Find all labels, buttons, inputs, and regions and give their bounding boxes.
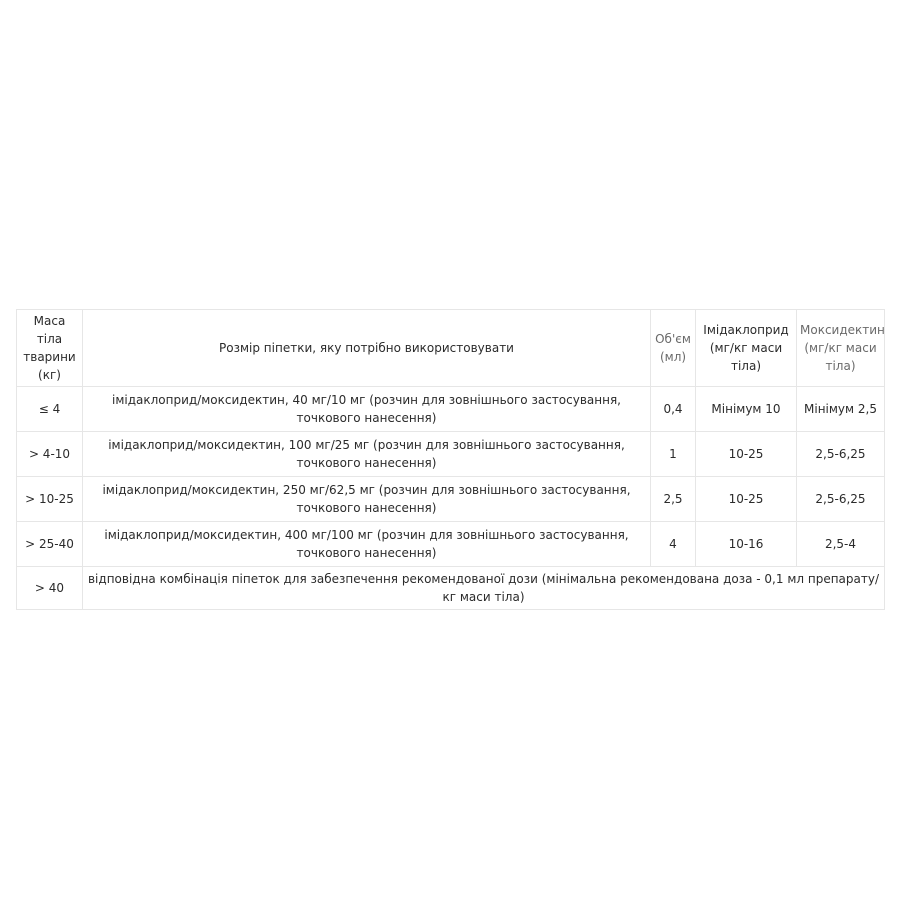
cell-volume: 1 — [651, 432, 696, 477]
table-header-row — [17, 310, 885, 387]
cell-imidacloprid: 10-25 — [696, 477, 797, 522]
cell-weight: ≤ 4 — [17, 387, 83, 432]
cell-volume: 4 — [651, 522, 696, 567]
cell-pipette: імідаклоприд/моксидектин, 40 мг/10 мг (розчин для зовнішнього застосування, точкового нанесення) — [83, 387, 651, 432]
cell-pipette: імідаклоприд/моксидектин, 250 мг/62,5 мг (розчин для зовнішнього застосування, точкового нанесення) — [83, 477, 651, 522]
cell-combination-note: відповідна комбінація піпеток для забезпечення рекомендованої дози (мінімальна рекомендована доза - 0,1 мл препарату/кг маси тіла) — [83, 567, 885, 610]
table-row — [17, 432, 885, 477]
cell-volume: 0,4 — [651, 387, 696, 432]
cell-weight: > 40 — [17, 567, 83, 610]
cell-moxidectin: 2,5-6,25 — [797, 432, 885, 477]
table-row — [17, 522, 885, 567]
cell-volume: 2,5 — [651, 477, 696, 522]
table-row — [17, 567, 885, 610]
header-moxidectin: Моксидектин (мг/кг маси тіла) — [797, 310, 885, 387]
cell-moxidectin: 2,5-4 — [797, 522, 885, 567]
cell-weight: > 25-40 — [17, 522, 83, 567]
cell-moxidectin: 2,5-6,25 — [797, 477, 885, 522]
dosage-table — [16, 309, 885, 610]
table-row — [17, 387, 885, 432]
cell-imidacloprid: 10-16 — [696, 522, 797, 567]
header-volume: Об'єм (мл) — [651, 310, 696, 387]
cell-imidacloprid: 10-25 — [696, 432, 797, 477]
table-row — [17, 477, 885, 522]
header-body-weight: Маса тіла тварини (кг) — [17, 310, 83, 387]
cell-pipette: імідаклоприд/моксидектин, 100 мг/25 мг (розчин для зовнішнього застосування, точкового нанесення) — [83, 432, 651, 477]
cell-imidacloprid: Мінімум 10 — [696, 387, 797, 432]
cell-moxidectin: Мінімум 2,5 — [797, 387, 885, 432]
cell-pipette: імідаклоприд/моксидектин, 400 мг/100 мг (розчин для зовнішнього застосування, точкового нанесення) — [83, 522, 651, 567]
cell-weight: > 10-25 — [17, 477, 83, 522]
header-pipette-size: Розмір піпетки, яку потрібно використовувати — [83, 310, 651, 387]
header-imidacloprid: Імідаклоприд (мг/кг маси тіла) — [696, 310, 797, 387]
cell-weight: > 4-10 — [17, 432, 83, 477]
